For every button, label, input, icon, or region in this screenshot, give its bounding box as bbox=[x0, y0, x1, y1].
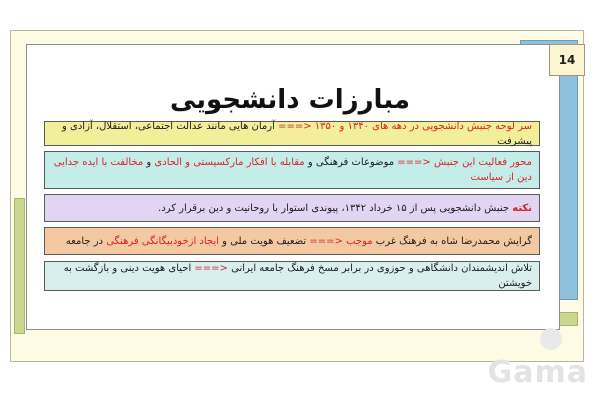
row-text-segment: موجب <=== bbox=[306, 235, 373, 247]
info-row-text bbox=[52, 261, 532, 291]
row-text-segment: تضعیف هویت ملی و bbox=[218, 235, 307, 247]
page-title: مبارزات دانشجویی bbox=[169, 85, 411, 115]
row-text-segment: سر لوحه جنبش دانشجویی در دهه های ۱۳۴۰ و ۱۳۵۰ bbox=[311, 120, 532, 132]
row-text-segment: تلاش اندیشمندان دانشگاهی و حوزوی در برابر مسخ فرهنگ جامعه ایرانی bbox=[227, 263, 532, 274]
row-text-segment: و bbox=[143, 157, 155, 168]
info-row-text bbox=[52, 119, 532, 149]
frame-decoration-green-left bbox=[14, 198, 25, 334]
row-text-segment: موضوعات فرهنگی و bbox=[304, 157, 395, 168]
row-text-segment: مخالفت با ایده جدایی دین از سیاست bbox=[53, 157, 532, 183]
info-row-text bbox=[52, 155, 532, 185]
row-text-segment: محور فعالیت این جنبش bbox=[430, 157, 532, 168]
info-row-5 bbox=[44, 261, 540, 291]
page-number: 14 bbox=[549, 44, 585, 76]
row-text-segment: احیای هویت دینی و بازگشت به خویشتن bbox=[63, 263, 532, 289]
row-text-segment: <=== bbox=[394, 157, 431, 168]
row-text-segment: گرایش محمدرضا شاه به فرهنگ غرب bbox=[372, 235, 532, 247]
watermark-logo: Gama bbox=[487, 354, 588, 390]
row-text-segment: در جامعه bbox=[65, 235, 107, 247]
row-text-segment: جنبش دانشجویی پس از ۱۵ خرداد ۱۳۴۲، پیوندی استوار با روحانیت و دین برقرار کرد. bbox=[158, 202, 513, 214]
row-text-segment: <=== bbox=[191, 263, 228, 274]
row-text-segment: نکته bbox=[512, 202, 532, 214]
row-text-segment: آرمان هایی مانند عدالت اجتماعی، استقلال، آزادی و پیشرفت bbox=[62, 120, 532, 147]
info-row-4 bbox=[44, 227, 540, 255]
info-row-2 bbox=[44, 151, 540, 189]
info-row-3 bbox=[44, 194, 540, 222]
row-text-segment: ایجاد ازخودبیگانگی فرهنگی bbox=[106, 235, 219, 247]
watermark-logo-icon bbox=[540, 328, 562, 350]
info-row-text bbox=[52, 201, 532, 216]
row-text-segment: <=== bbox=[274, 120, 312, 132]
info-row-1 bbox=[44, 121, 540, 146]
info-row-text bbox=[52, 234, 532, 249]
row-text-segment: مقابله با افکار مارکسیستی و الحادی bbox=[154, 157, 305, 168]
